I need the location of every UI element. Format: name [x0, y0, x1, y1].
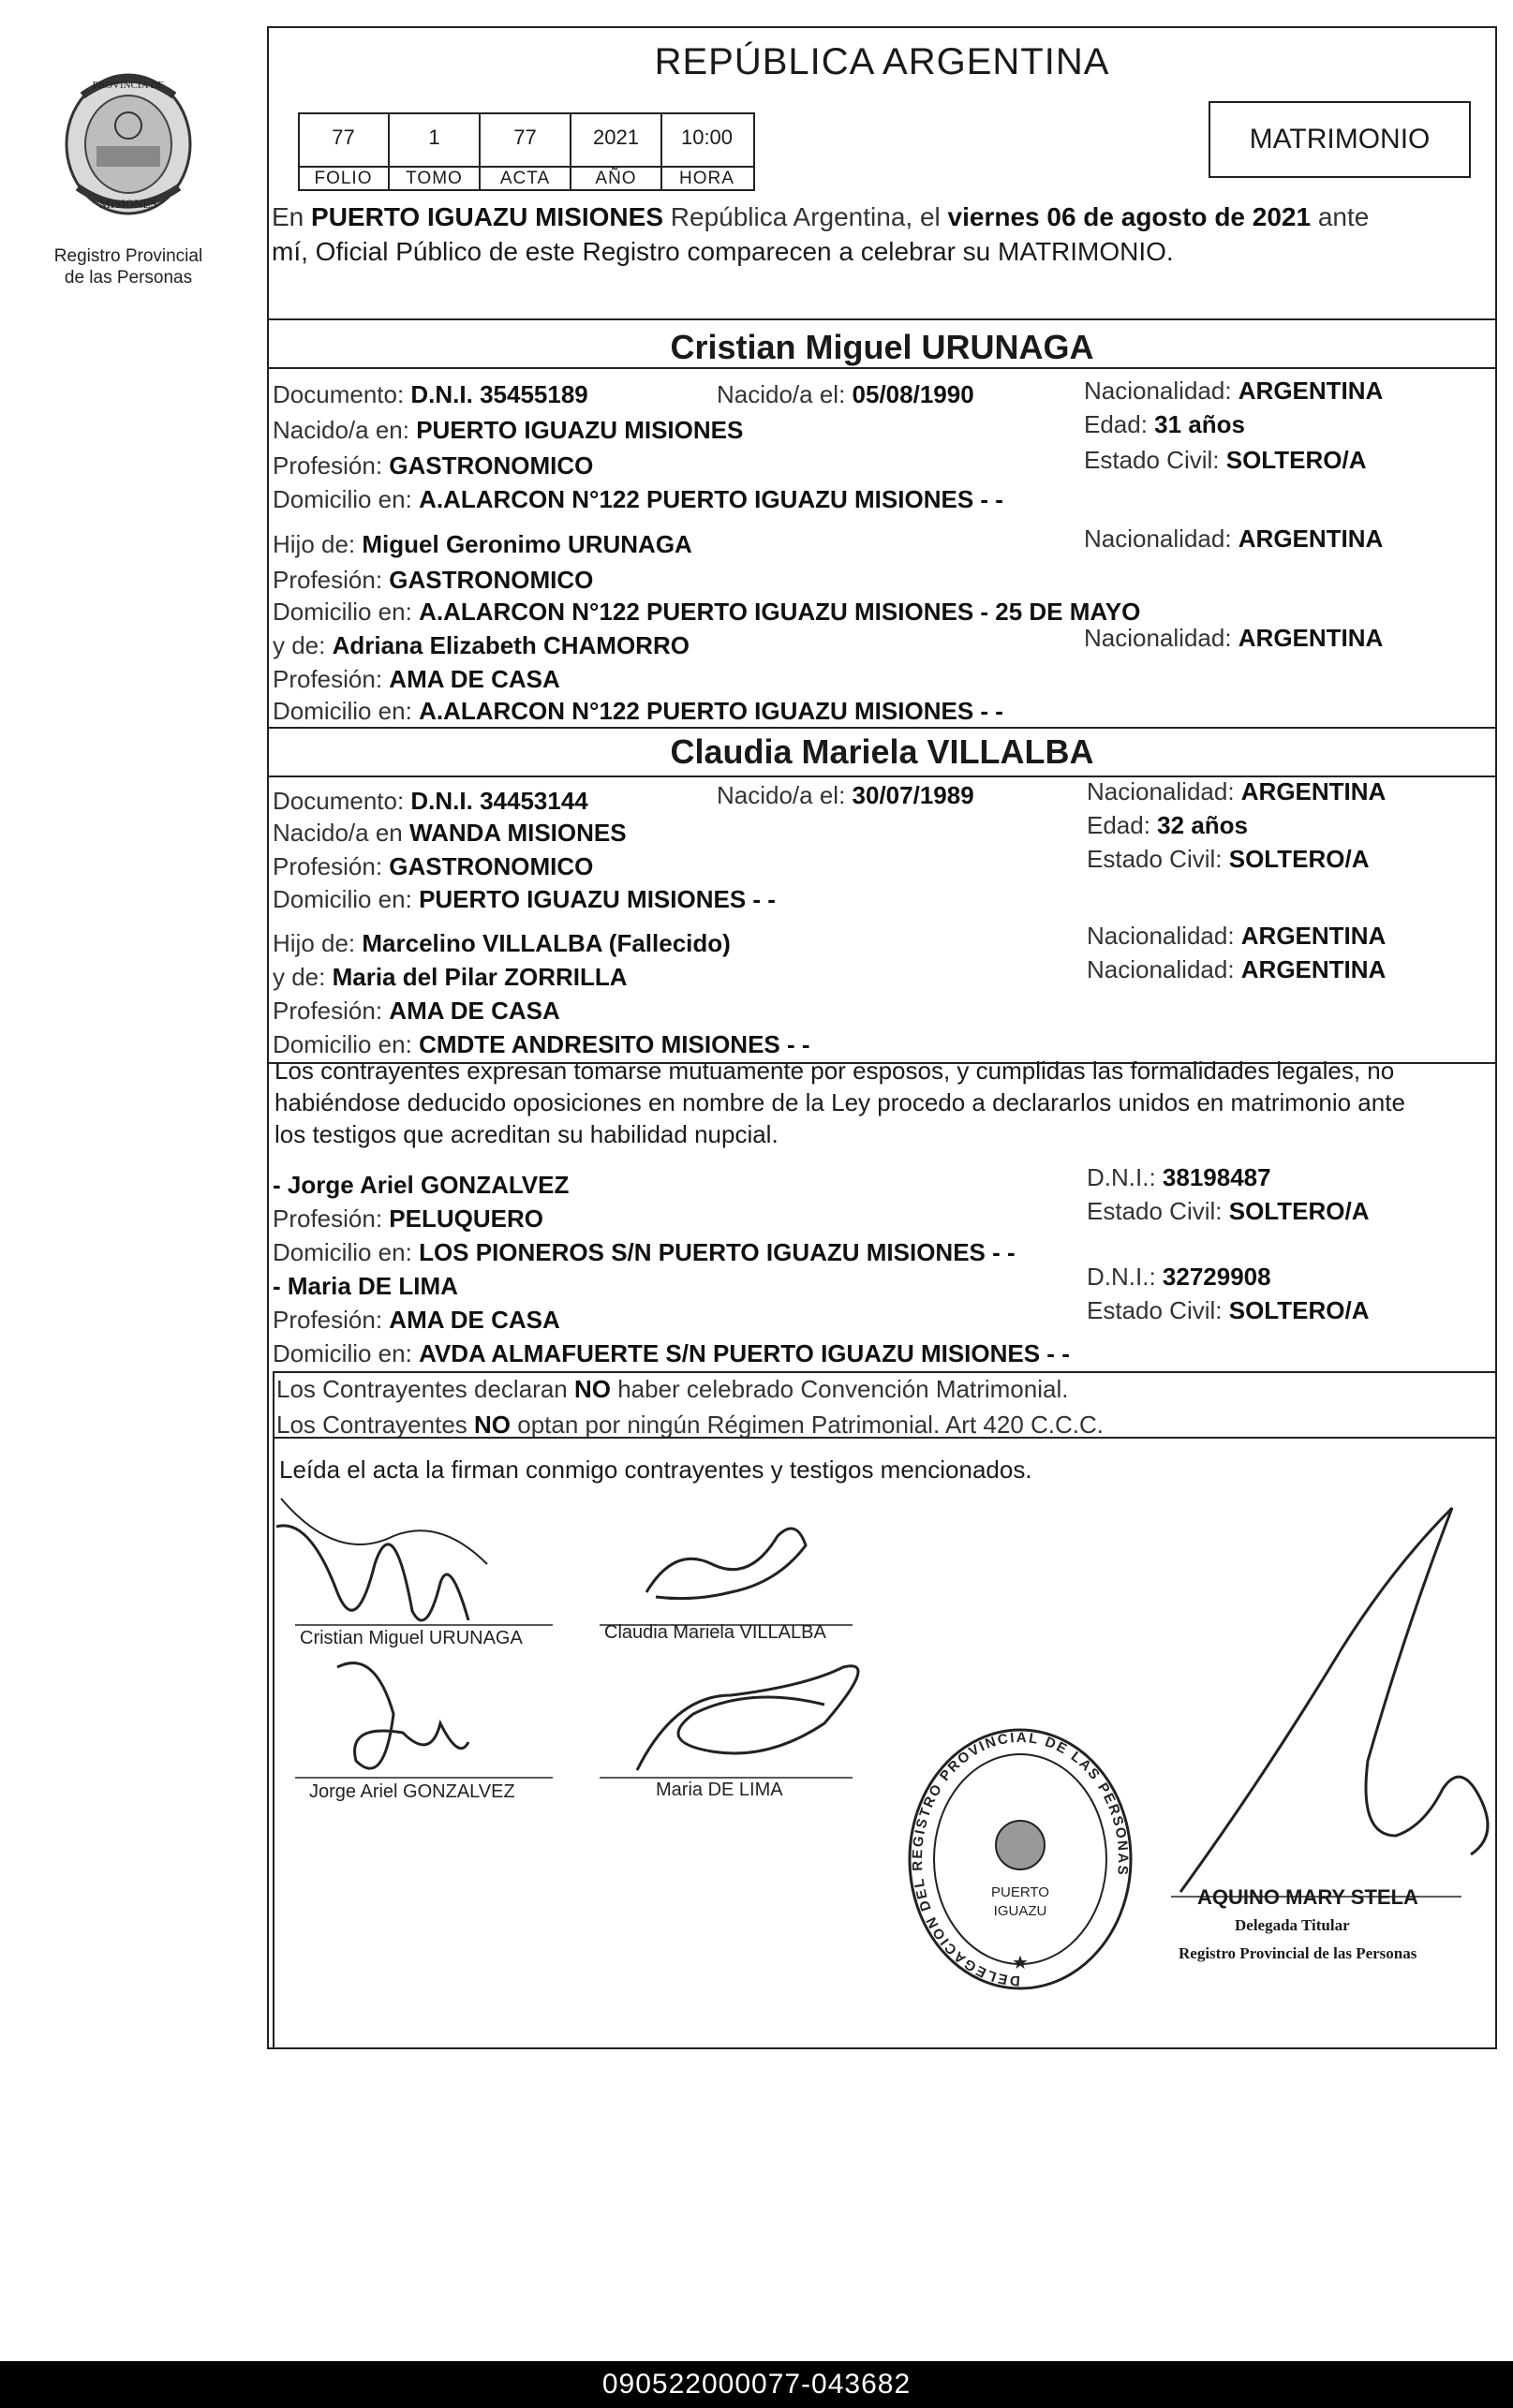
anio-label: AÑO	[595, 169, 637, 188]
emblem-caption-line1: Registro Provincial	[53, 246, 203, 266]
text: Los Contrayentes	[276, 1411, 475, 1439]
text: Los Contrayentes declaran	[276, 1375, 574, 1403]
witness1-address	[273, 1236, 1016, 1268]
official-name: AQUINO MARY STELA	[1197, 1885, 1418, 1909]
declaration-text	[274, 1055, 1492, 1150]
intro-line2: mí, Oficial Público de este Registro comparecen a celebrar su MATRIMONIO.	[272, 237, 1174, 266]
value: Adriana Elizabeth CHAMORRO	[332, 631, 690, 659]
value: GASTRONOMICO	[389, 451, 594, 480]
spouse2-mother-nationality	[1087, 953, 1386, 985]
label: Nacionalidad:	[1087, 955, 1241, 983]
spouse2-father	[273, 927, 731, 959]
text: haber celebrado Convención Matrimonial.	[610, 1375, 1069, 1403]
divider	[267, 318, 1497, 320]
label: Estado Civil:	[1084, 446, 1226, 474]
signature-name-1: Cristian Miguel URUNAGA	[300, 1628, 523, 1648]
value: ARGENTINA	[1240, 955, 1387, 983]
spouse2-nationality	[1087, 776, 1386, 807]
text: NO	[573, 1375, 611, 1403]
text: NO	[474, 1411, 512, 1439]
official-office: Registro Provincial de las Personas	[1179, 1944, 1417, 1962]
witness2-address	[273, 1337, 1070, 1369]
spouse1-name: Cristian Miguel URUNAGA	[670, 328, 1094, 366]
spouse2-document	[273, 785, 588, 817]
province-emblem	[45, 67, 212, 217]
signature-name-4: Maria DE LIMA	[656, 1780, 783, 1800]
value: PUERTO IGUAZU MISIONES	[416, 416, 744, 444]
hora-value: 10:00	[680, 126, 734, 149]
value: A.ALARCON N°122 PUERTO IGUAZU MISIONES - -	[419, 485, 1003, 513]
label: Nacido/a en:	[273, 416, 417, 444]
spouse2-civil-status	[1087, 843, 1369, 875]
label: Estado Civil:	[1087, 1296, 1229, 1324]
label: Nacionalidad:	[1087, 777, 1241, 805]
spouse2-mother-profession	[273, 995, 560, 1027]
stamp-center-line2: IGUAZU	[993, 1903, 1047, 1919]
value: Maria del Pilar ZORRILLA	[332, 963, 628, 991]
value: D.N.I. 35455189	[410, 380, 588, 408]
spouse1-father-nationality	[1084, 523, 1383, 554]
value: A.ALARCON N°122 PUERTO IGUAZU MISIONES - -	[419, 697, 1003, 725]
witness1-civil-status	[1087, 1195, 1369, 1227]
value: ARGENTINA	[1238, 524, 1384, 553]
value: ARGENTINA	[1240, 922, 1387, 950]
witness1-dni	[1087, 1161, 1271, 1193]
value: Miguel Geronimo URUNAGA	[362, 530, 692, 558]
stamp-star-icon: ★	[1012, 1953, 1029, 1973]
spouse1-birthplace	[273, 414, 743, 446]
intro-line1	[272, 201, 1369, 233]
divider	[267, 367, 1497, 369]
record-table	[298, 112, 757, 193]
act-type-label: MATRIMONIO	[1249, 124, 1431, 155]
intro-date: viernes 06 de agosto de 2021	[947, 202, 1312, 231]
label: Profesión:	[273, 451, 390, 480]
witness2-dni	[1087, 1261, 1271, 1293]
folio-value: 77	[332, 126, 355, 149]
regime-line1	[276, 1373, 1068, 1405]
label: Profesión:	[273, 852, 390, 880]
spouse1-birthdate	[717, 378, 974, 410]
spouse1-father-profession	[273, 564, 593, 596]
label: Profesión:	[273, 997, 390, 1025]
value: 32729908	[1162, 1263, 1271, 1291]
value: SOLTERO/A	[1228, 1296, 1370, 1324]
label: Domicilio en:	[273, 1339, 420, 1367]
signature-name-2: Claudia Mariela VILLALBA	[604, 1622, 826, 1643]
witness1-profession	[273, 1203, 543, 1234]
witness1-name	[273, 1169, 569, 1201]
label: Estado Civil:	[1087, 845, 1229, 873]
label: y de:	[273, 631, 333, 659]
label: Domicilio en:	[273, 885, 420, 913]
spouse1-profession	[273, 450, 593, 481]
emblem-caption	[28, 245, 229, 288]
label: Profesión:	[273, 1306, 390, 1334]
official-role: Delegada Titular	[1235, 1916, 1350, 1934]
value: AVDA ALMAFUERTE S/N PUERTO IGUAZU MISIONES - -	[419, 1339, 1070, 1367]
witness2-name	[273, 1270, 458, 1302]
label: Profesión:	[273, 665, 390, 693]
divider	[267, 727, 1497, 729]
value: D.N.I. 34453144	[410, 787, 588, 815]
label: Domicilio en:	[273, 485, 420, 513]
label: Documento:	[273, 787, 411, 815]
value: SOLTERO/A	[1228, 845, 1370, 873]
value: ARGENTINA	[1238, 377, 1384, 405]
spouse1-mother-profession	[273, 663, 560, 695]
label: Domicilio en:	[273, 697, 420, 725]
declaration-line1: Los contrayentes expresan tomarse mutuamente por esposos, y cumplidas las formalidades legales, no	[274, 1056, 1395, 1085]
label: Domicilio en:	[273, 1238, 420, 1266]
official-round-stamp	[903, 1723, 1137, 1995]
spouse1-father-address	[273, 596, 1140, 628]
value: CMDTE ANDRESITO MISIONES - -	[419, 1030, 810, 1058]
spouse1-civil-status	[1084, 444, 1366, 476]
intro-place: PUERTO IGUAZU MISIONES	[311, 202, 663, 231]
value: PUERTO IGUAZU MISIONES - -	[419, 885, 776, 913]
act-type-box	[1209, 101, 1471, 178]
label: Hijo de:	[273, 530, 363, 558]
value: 38198487	[1162, 1163, 1271, 1191]
spouse2-address	[273, 883, 776, 915]
value: WANDA MISIONES	[408, 819, 627, 847]
value: LOS PIONEROS S/N PUERTO IGUAZU MISIONES - -	[419, 1238, 1016, 1266]
spouse2-birthdate	[717, 779, 974, 811]
document-id-bar	[0, 2361, 1513, 2408]
value: - Maria DE LIMA	[273, 1272, 458, 1300]
witness2-profession	[273, 1304, 560, 1336]
spouse1-mother-address	[273, 695, 1003, 727]
label: Nacido/a en	[273, 819, 409, 847]
spouse1-father	[273, 528, 692, 560]
value: PELUQUERO	[389, 1204, 543, 1233]
spouse2-name: Claudia Mariela VILLALBA	[670, 732, 1094, 771]
label: Edad:	[1084, 410, 1155, 438]
label: D.N.I.:	[1087, 1263, 1163, 1291]
label: Profesión:	[273, 566, 390, 594]
spouse2-birthplace	[273, 817, 627, 849]
spouse1-nationality	[1084, 375, 1383, 406]
value: AMA DE CASA	[389, 665, 560, 693]
label: D.N.I.:	[1087, 1163, 1163, 1191]
stamp-center-line1: PUERTO	[991, 1884, 1049, 1900]
label: Profesión:	[273, 1204, 390, 1233]
emblem-bottom-text: MISIONES	[99, 197, 157, 211]
spouse2-profession	[273, 850, 593, 882]
value: A.ALARCON N°122 PUERTO IGUAZU MISIONES - 25 DE MAYO	[419, 598, 1141, 626]
label: Nacionalidad:	[1084, 524, 1239, 553]
text: optan por ningún Régimen Patrimonial. Art 420 C.C.C.	[511, 1411, 1105, 1439]
label: Nacido/a el:	[717, 380, 853, 408]
spouse1-mother-nationality	[1084, 622, 1383, 654]
signature-name-3: Jorge Ariel GONZALVEZ	[309, 1781, 515, 1802]
intro-ante: ante	[1311, 202, 1370, 231]
folio-label: FOLIO	[314, 169, 373, 188]
value: Marcelino VILLALBA (Fallecido)	[362, 929, 731, 957]
closing-text: Leída el acta la firman conmigo contrayentes y testigos mencionados.	[279, 1455, 1032, 1484]
emblem-top-text: PROVINCIA DE	[92, 80, 165, 91]
value: GASTRONOMICO	[389, 566, 594, 594]
value: 05/08/1990	[852, 380, 974, 408]
label: Nacido/a el:	[717, 781, 853, 809]
declaration-line3: los testigos que acreditan su habilidad nupcial.	[274, 1120, 779, 1148]
stamp-ring-text: DELEGACION DEL REGISTRO PROVINCIAL DE LAS PERSONAS	[909, 1729, 1132, 1989]
value: SOLTERO/A	[1225, 446, 1367, 474]
regime-line2	[276, 1409, 1104, 1440]
document-id-text: 090522000077-043682	[601, 2369, 912, 2400]
value: GASTRONOMICO	[389, 852, 594, 880]
label: Estado Civil:	[1087, 1197, 1229, 1225]
country-title: REPÚBLICA ARGENTINA	[654, 41, 1110, 82]
spouse1-mother	[273, 629, 690, 661]
value: AMA DE CASA	[389, 997, 560, 1025]
spouse2-mother	[273, 961, 628, 993]
label: Domicilio en:	[273, 598, 420, 626]
acta-label: ACTA	[499, 169, 551, 188]
spouse2-age	[1087, 809, 1248, 841]
tomo-label: TOMO	[406, 169, 463, 188]
value: ARGENTINA	[1238, 624, 1384, 652]
label: Nacionalidad:	[1084, 377, 1239, 405]
emblem-caption-line2: de las Personas	[64, 268, 193, 288]
intro-prefix: En	[272, 202, 312, 231]
acta-value: 77	[513, 126, 537, 149]
divider	[273, 1437, 1497, 1439]
value: ARGENTINA	[1240, 777, 1387, 805]
value: 32 años	[1157, 811, 1248, 839]
label: Domicilio en:	[273, 1030, 420, 1058]
value: SOLTERO/A	[1228, 1197, 1370, 1225]
value: - Jorge Ariel GONZALVEZ	[273, 1171, 570, 1199]
hora-label: HORA	[679, 169, 734, 188]
label: Nacionalidad:	[1087, 922, 1241, 950]
witness2-civil-status	[1087, 1294, 1369, 1326]
spouse1-age	[1084, 408, 1245, 440]
value: 30/07/1989	[852, 781, 974, 809]
spouse1-address	[273, 483, 1003, 515]
label: y de:	[273, 963, 333, 991]
value: 31 años	[1154, 410, 1245, 438]
tomo-value: 1	[428, 126, 440, 149]
label: Hijo de:	[273, 929, 363, 957]
label: Documento:	[273, 380, 411, 408]
label: Edad:	[1087, 811, 1158, 839]
spouse2-father-nationality	[1087, 920, 1386, 952]
spouse1-document	[273, 378, 588, 410]
anio-value: 2021	[593, 126, 639, 149]
declaration-line2: habiéndose deducido oposiciones en nombre de la Ley procedo a declararlos unidos en matrimonio ante	[274, 1088, 1405, 1116]
label: Nacionalidad:	[1084, 624, 1239, 652]
intro-country: República Argentina, el	[663, 202, 948, 231]
value: AMA DE CASA	[389, 1306, 560, 1334]
